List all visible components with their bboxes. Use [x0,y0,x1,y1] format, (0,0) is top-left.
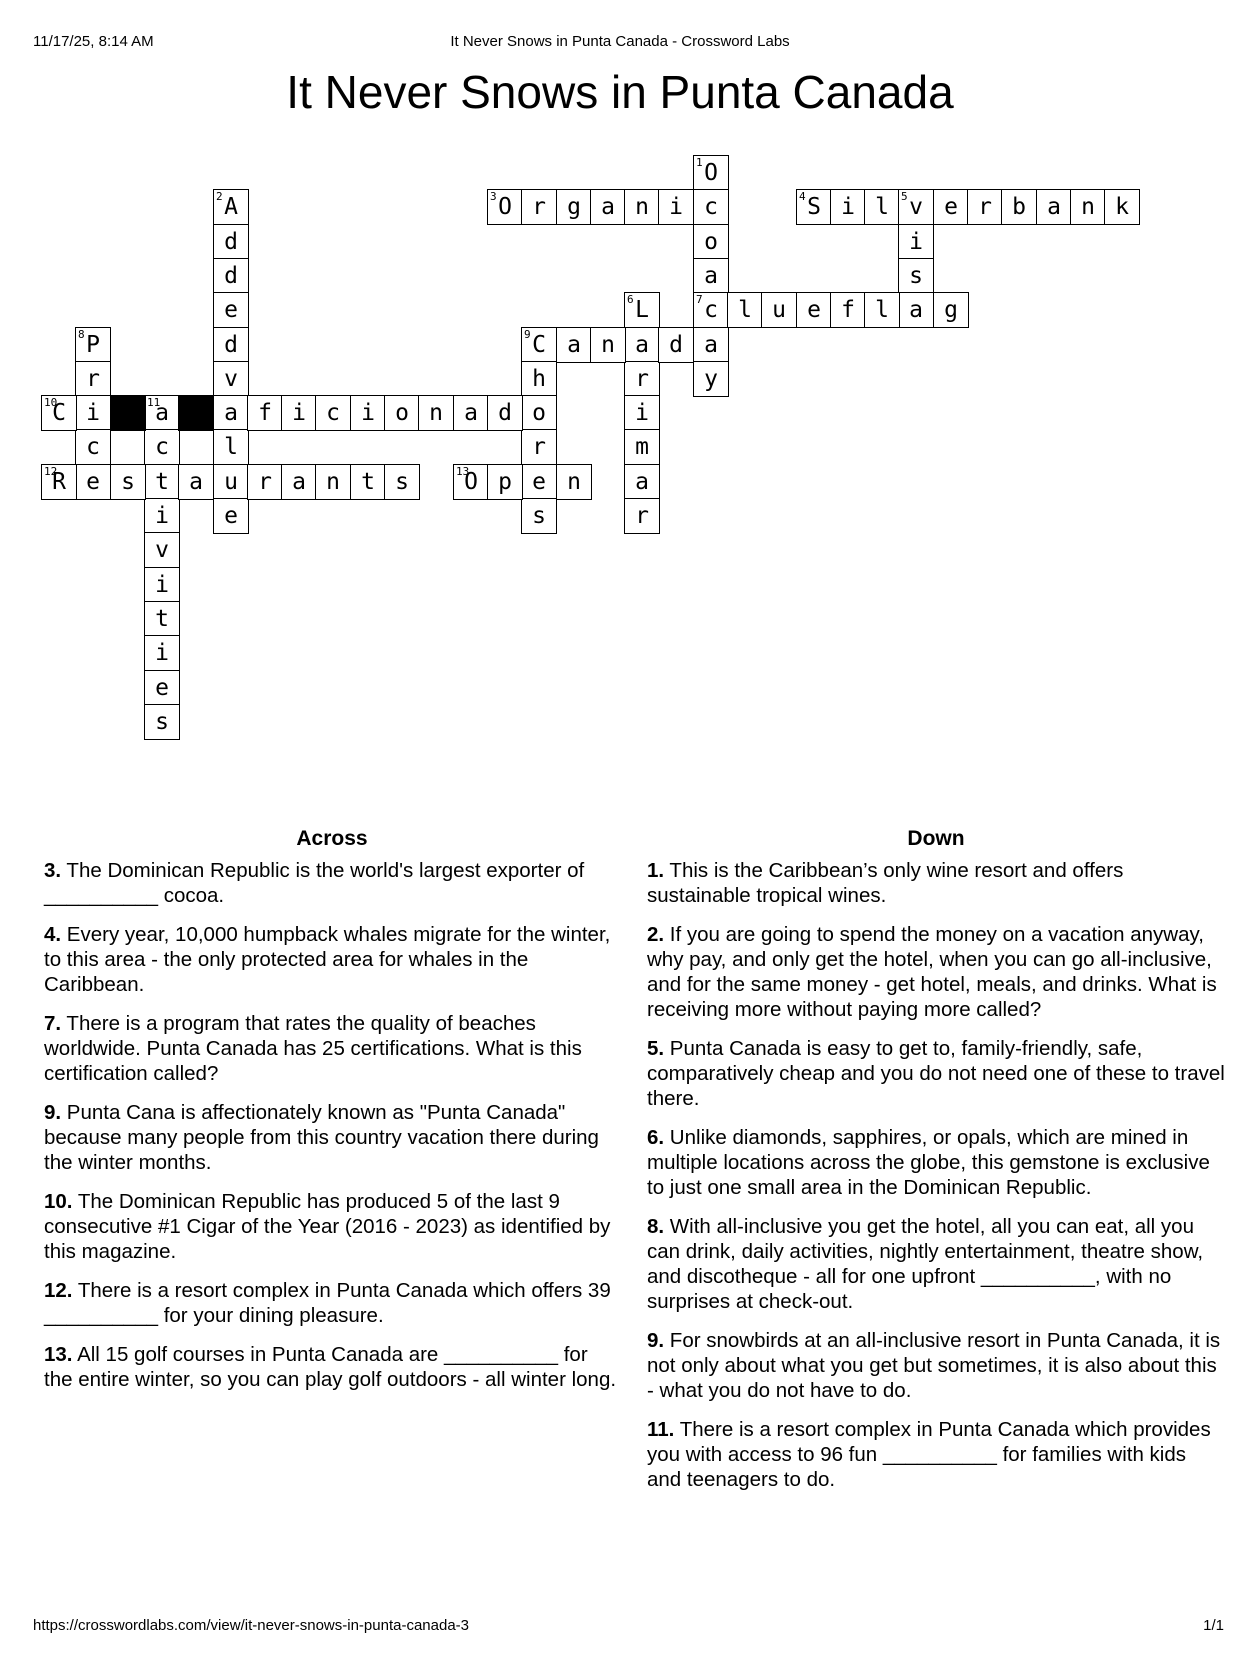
cell-letter: t [155,469,169,495]
clue-number: 2 [216,190,223,203]
cell-letter: c [704,194,718,220]
grid-cell[interactable] [556,189,592,225]
grid-cell[interactable] [624,327,660,363]
grid-cell[interactable] [213,189,249,225]
clue-number: 4. [44,923,62,946]
grid-cell[interactable] [213,292,249,328]
cell-letter: s [909,263,923,289]
crossword-grid [0,0,1240,800]
cell-letter: r [978,194,992,220]
grid-cell[interactable] [144,532,180,568]
cell-letter: n [326,469,340,495]
cell-letter: c [326,400,340,426]
grid-cell[interactable] [864,189,900,225]
grid-cell[interactable] [590,189,626,225]
grid-cell[interactable] [144,635,180,671]
grid-cell[interactable] [898,292,934,328]
grid-cell[interactable] [933,292,969,328]
clue-text: All 15 golf courses in Punta Canada are __________ for the entire winter, so you can play golf outdoors - all winter long. [44,1343,617,1391]
cell-letter: R [52,469,66,495]
clue-text: Every year, 10,000 humpback whales migrate for the winter, to this area - the only protected area for whales in the Caribbean. [44,923,611,996]
cell-letter: v [909,194,923,220]
black-cell [178,395,214,431]
across-clue [44,1278,620,1328]
cell-letter: n [567,469,581,495]
clue-number: 12. [44,1279,73,1302]
across-clue [44,1189,620,1264]
grid-cell[interactable] [75,361,111,397]
down-clue [647,858,1225,908]
cell-letter: d [224,332,238,358]
clue-number: 6 [627,293,634,306]
grid-cell[interactable] [727,292,763,328]
cell-letter: e [86,469,100,495]
grid-cell[interactable] [556,327,592,363]
grid-cell[interactable] [624,361,660,397]
grid-cell[interactable] [796,292,832,328]
cell-letter: a [189,469,203,495]
grid-cell[interactable] [487,464,523,500]
grid-cell[interactable] [247,395,283,431]
grid-cell[interactable] [624,189,660,225]
across-clue [44,1342,620,1392]
grid-cell[interactable] [487,395,523,431]
grid-cell[interactable] [178,464,214,500]
cell-letter: d [224,229,238,255]
grid-cell[interactable] [864,292,900,328]
grid-cell[interactable] [590,327,626,363]
cell-letter: d [224,263,238,289]
cell-letter: l [875,194,889,220]
grid-cell[interactable] [521,464,557,500]
cell-letter: r [635,366,649,392]
clue-number: 13 [456,465,470,478]
clue-number: 4 [799,190,806,203]
cell-letter: f [841,297,855,323]
grid-cell[interactable] [144,429,180,465]
grid-cell[interactable] [1070,189,1106,225]
across-clue [44,1011,620,1086]
grid-cell[interactable] [556,464,592,500]
cell-letter: e [807,297,821,323]
grid-cell[interactable] [521,395,557,431]
cell-letter: u [772,297,786,323]
grid-cell[interactable] [521,189,557,225]
grid-cell[interactable] [521,429,557,465]
grid-cell[interactable] [658,327,694,363]
down-heading: Down [907,827,965,850]
cell-letter: a [155,400,169,426]
cell-letter: t [155,606,169,632]
cell-letter: o [532,400,546,426]
cell-letter: s [532,503,546,529]
clue-number: 8 [78,328,85,341]
print-datetime: 11/17/25, 8:14 AM [33,33,154,50]
cell-letter: h [532,366,546,392]
grid-cell[interactable] [75,464,111,500]
cell-letter: a [1047,194,1061,220]
cell-letter: O [704,160,718,186]
cell-letter: o [395,400,409,426]
clue-text: There is a resort complex in Punta Canada which offers 39 __________ for your dining pleasure. [44,1279,611,1327]
grid-cell[interactable] [213,258,249,294]
cell-letter: y [704,366,718,392]
cell-letter: n [601,332,615,358]
grid-cell[interactable] [1001,189,1037,225]
grid-cell[interactable] [213,224,249,260]
cell-letter: i [841,194,855,220]
clue-number: 9. [44,1101,62,1124]
cell-letter: t [361,469,375,495]
puzzle-title: It Never Snows in Punta Canada [286,66,954,118]
clue-text: The Dominican Republic is the world's largest exporter of __________ cocoa. [44,859,585,907]
cell-letter: i [86,400,100,426]
clue-number: 11 [147,396,161,409]
cell-letter: s [395,469,409,495]
grid-cell[interactable] [830,189,866,225]
cell-letter: i [292,400,306,426]
clue-number: 2. [647,923,665,946]
clue-text: The Dominican Republic has produced 5 of the last 9 consecutive #1 Cigar of the Year (2016 - 2023) as identified by this magazine. [44,1190,611,1263]
print-page-title: It Never Snows in Punta Canada - Crossword Labs [450,33,790,50]
down-clue [647,1214,1225,1314]
grid-cell[interactable] [521,498,557,534]
grid-cell[interactable] [384,464,420,500]
grid-cell[interactable] [315,395,351,431]
clue-number: 1. [647,859,665,882]
cell-letter: i [155,503,169,529]
cell-letter: i [909,229,923,255]
cell-letter: c [704,297,718,323]
grid-cell[interactable] [898,258,934,294]
grid-cell[interactable] [144,498,180,534]
cell-letter: p [498,469,512,495]
down-clue [647,1125,1225,1200]
grid-cell[interactable] [144,464,180,500]
clue-number: 6. [647,1126,665,1149]
cell-letter: s [155,709,169,735]
grid-cell[interactable] [1036,189,1072,225]
grid-cell[interactable] [144,601,180,637]
grid-cell[interactable] [281,395,317,431]
clue-number: 3. [44,859,62,882]
print-page-number: 1/1 [1203,1617,1224,1634]
cell-letter: n [1081,194,1095,220]
grid-cell[interactable] [213,498,249,534]
grid-cell[interactable] [213,395,249,431]
cell-letter: a [224,400,238,426]
grid-cell[interactable] [1104,189,1140,225]
down-clue [647,1328,1225,1403]
grid-cell[interactable] [898,224,934,260]
grid-cell[interactable] [624,429,660,465]
cell-letter: u [224,469,238,495]
grid-cell[interactable] [898,189,934,225]
grid-cell[interactable] [213,429,249,465]
cell-letter: m [635,434,649,460]
cell-letter: a [601,194,615,220]
clue-number: 12 [44,465,58,478]
grid-cell[interactable] [350,464,386,500]
cell-letter: a [464,400,478,426]
clue-number: 5 [901,190,908,203]
grid-cell[interactable] [693,155,729,191]
cell-letter: e [532,469,546,495]
clue-number: 8. [647,1215,665,1238]
cell-letter: i [155,572,169,598]
cell-letter: P [86,332,100,358]
across-clue [44,1100,620,1175]
grid-cell[interactable] [75,327,111,363]
grid-cell[interactable] [693,361,729,397]
grid-cell[interactable] [453,395,489,431]
cell-letter: f [258,400,272,426]
cell-letter: s [121,469,135,495]
clue-text: If you are going to spend the money on a vacation anyway, why pay, and only get the hotel, when you can go all-inclusive, and for the same money - get hotel, meals, and drinks. What is receiving more without paying more called? [647,923,1217,1021]
grid-cell[interactable] [384,395,420,431]
grid-cell[interactable] [967,189,1003,225]
clue-number: 11. [647,1418,675,1441]
clue-number: 9 [524,328,531,341]
cell-letter: i [669,194,683,220]
cell-letter: v [155,537,169,563]
grid-cell[interactable] [693,224,729,260]
cell-letter: r [635,503,649,529]
grid-cell[interactable] [75,429,111,465]
black-cell [110,395,146,431]
grid-cell[interactable] [761,292,797,328]
down-clues [647,826,1225,1506]
grid-cell[interactable] [350,395,386,431]
grid-cell[interactable] [693,327,729,363]
across-clue [44,922,620,997]
grid-cell[interactable] [144,670,180,706]
cell-letter: d [669,332,683,358]
clue-text: With all-inclusive you get the hotel, all you can eat, all you can drink, daily activities, nightly entertainment, theatre show, and discotheque - all for one upfront __________, with no surprises at check-out. [647,1215,1204,1313]
cell-letter: g [944,297,958,323]
grid-cell[interactable] [418,395,454,431]
cell-letter: k [1115,194,1129,220]
grid-cell[interactable] [281,464,317,500]
grid-cell[interactable] [315,464,351,500]
clue-number: 10. [44,1190,73,1213]
grid-cell[interactable] [41,464,77,500]
grid-cell[interactable] [624,292,660,328]
cell-letter: o [704,229,718,255]
down-clue [647,1036,1225,1111]
cell-letter: a [704,332,718,358]
clue-number: 5. [647,1037,665,1060]
cell-letter: a [567,332,581,358]
grid-cell[interactable] [213,327,249,363]
cell-letter: c [86,434,100,460]
grid-cell[interactable] [487,189,523,225]
clue-text: There is a resort complex in Punta Canada which provides you with access to 96 fun __________ for families with kids and teenagers to do. [647,1418,1211,1491]
cell-letter: e [155,675,169,701]
cell-letter: e [944,194,958,220]
clue-text: Punta Canada is easy to get to, family-friendly, safe, comparatively cheap and you do not need one of these to travel there. [647,1037,1225,1110]
cell-letter: S [807,194,821,220]
grid-cell[interactable] [521,361,557,397]
grid-cell[interactable] [693,258,729,294]
across-clues [44,826,620,1406]
grid-cell[interactable] [247,464,283,500]
clue-text: There is a program that rates the quality of beaches worldwide. Punta Canada has 25 certifications. What is this certification called? [44,1012,582,1085]
grid-cell[interactable] [830,292,866,328]
cell-letter: n [635,194,649,220]
cell-letter: a [635,332,649,358]
grid-cell[interactable] [453,464,489,500]
cell-letter: a [292,469,306,495]
print-url: https://crosswordlabs.com/view/it-never-snows-in-punta-canada-3 [33,1617,470,1634]
grid-cell[interactable] [213,361,249,397]
across-heading: Across [296,827,368,850]
cell-letter: r [532,434,546,460]
clue-text: Punta Cana is affectionately known as "Punta Canada" because many people from this country vacation there during the winter months. [44,1101,599,1174]
cell-letter: i [361,400,375,426]
cell-letter: e [224,503,238,529]
cell-letter: O [464,469,478,495]
cell-letter: C [532,332,546,358]
cell-letter: e [224,297,238,323]
cell-letter: l [224,434,238,460]
cell-letter: r [86,366,100,392]
grid-cell[interactable] [624,395,660,431]
cell-letter: C [52,400,66,426]
cell-letter: L [635,297,649,323]
cell-letter: b [1012,194,1026,220]
grid-cell[interactable] [521,327,557,363]
cell-letter: c [155,434,169,460]
grid-cell[interactable] [693,189,729,225]
grid-cell[interactable] [144,395,180,431]
cell-letter: v [224,366,238,392]
grid-cell[interactable] [933,189,969,225]
clue-number: 10 [44,396,58,409]
grid-cell[interactable] [144,567,180,603]
clue-number: 13. [44,1343,73,1366]
grid-cell[interactable] [75,395,111,431]
grid-cell[interactable] [658,189,694,225]
cell-letter: l [875,297,889,323]
cell-letter: d [498,400,512,426]
grid-cell[interactable] [41,395,77,431]
grid-cell[interactable] [693,292,729,328]
cell-letter: a [704,263,718,289]
grid-cell[interactable] [110,464,146,500]
cell-letter: g [567,194,581,220]
cell-letter: r [258,469,272,495]
cell-letter: n [429,400,443,426]
clue-number: 7 [696,293,703,306]
clue-text: For snowbirds at an all-inclusive resort in Punta Canada, it is not only about what you get but sometimes, it is also about this - what you do not have to do. [647,1329,1221,1402]
cell-letter: a [909,297,923,323]
grid-cell[interactable] [144,704,180,740]
cell-letter: l [738,297,752,323]
clue-number: 3 [490,190,497,203]
clue-number: 7. [44,1012,62,1035]
across-clue [44,858,620,908]
cell-letter: i [635,400,649,426]
grid-cell[interactable] [213,464,249,500]
grid-cell[interactable] [796,189,832,225]
cell-letter: a [635,469,649,495]
clue-number: 9. [647,1329,665,1352]
clue-text: This is the Caribbean’s only wine resort and offers sustainable tropical wines. [647,859,1124,907]
down-clue [647,922,1225,1022]
clue-text: Unlike diamonds, sapphires, or opals, which are mined in multiple locations across the globe, this gemstone is exclusive to just one small area in the Dominican Republic. [647,1126,1210,1199]
down-clue [647,1417,1225,1492]
cell-letter: O [498,194,512,220]
clue-number: 1 [696,156,703,169]
cell-letter: i [155,640,169,666]
grid-cell[interactable] [624,498,660,534]
cell-letter: A [224,194,238,220]
grid-cell[interactable] [624,464,660,500]
cell-letter: r [532,194,546,220]
